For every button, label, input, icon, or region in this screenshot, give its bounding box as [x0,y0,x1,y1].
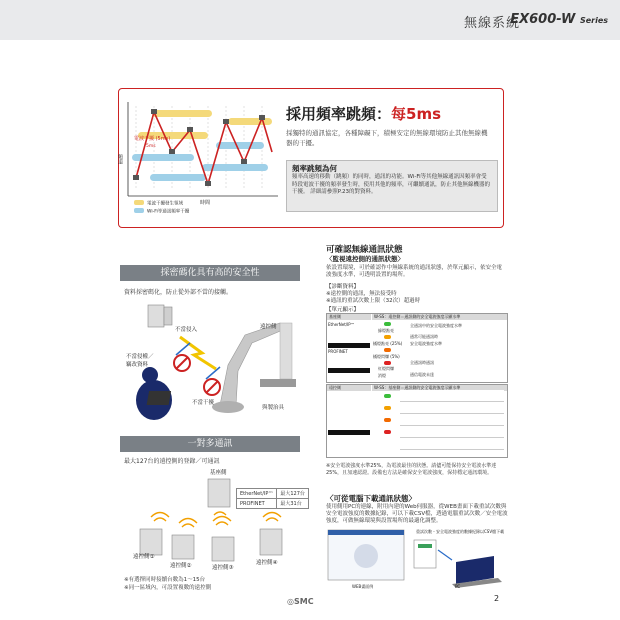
proto-profinet: PROFINET [328,349,348,354]
chart-badge-5ms: 5ms [146,144,156,149]
lvl-orange: 橘燈閃爍 (5%) [373,354,400,359]
remote-1-label: 遠控側① [133,554,155,560]
multi-text: 最大127台的遠控側的登錄／可通訊 [124,458,220,465]
desc-3: 安全電波強度水準 [410,341,442,346]
confirm-text: 依設置環境，可於確認作中無線系統的通訊狀態，於單元顯示，依安全電波強度水準，可透明設置的場所。 [326,265,503,278]
proto-ethernet: EtherNet/IP™ [328,322,355,327]
hop-title-text: 採用頻率跳頻： [286,105,392,123]
download-text: 使用側用PC的連線，附用內建的Web伺服器，從WEB畫面下載重試次數與安全電波強度的數據紀錄，可以下載CSV檔，透過電腦重試次數／安全電波強度，可做無線環境與設置場所的最適化調整。 [326,504,508,524]
led-yellow [384,335,391,339]
lvl-yellow: 橘燈點亮 (25%) [373,341,403,346]
count-cell: 最大31台 [277,499,309,509]
status-bar-3 [328,430,370,435]
led-orange [384,348,391,352]
led-red [384,361,391,365]
desc-1: 全通訊中的安全電波強度水準 [410,323,462,328]
brand-text: SMC [293,597,314,606]
label-remote: 遠控側 [260,324,277,330]
footnote-1: ※有選擇同時接續台數為1～15台 [124,577,206,583]
led-green-2 [384,394,391,398]
web-screen-label: WEB畫面例 [352,584,374,589]
table-1-head-right: W-SS：遠控側＝通訊側的安全電波強度示顯水準 [372,314,507,320]
remote-table-rows [400,390,504,452]
display-title: 【單元顯示】 [326,307,360,313]
confirm-heading: 可確認無線通訊狀態 [326,245,403,255]
diag-item: ※通訊的重試次數上限（32次）超過時 [326,298,421,304]
confirm-subheading: 〈監視遠控側的通訊狀態〉 [326,255,404,263]
desc-5: 通信電波未達 [410,372,434,377]
diag-title: 【診斷資料】 [326,284,360,290]
hop-description: 採獨特的通訊協定，各種障礙下，積極安定的無線環境防止其他無線機器的干擾。 [286,129,488,147]
remote-4-label: 遠控側④ [256,560,278,566]
lvl-green: 綠燈點亮 [378,328,394,333]
remote-2-label: 遠控側② [170,563,192,569]
label-block: 不當干擾 [192,400,215,406]
hop-title-emph: 每5ms [391,105,442,123]
hop-title [286,103,441,124]
table-row [237,499,309,509]
header-model [510,12,608,27]
pc-label: PC [455,584,461,589]
header-title: 無線系統 [463,16,520,31]
hop-box-text: 頻率高速的移動（跳頻）的同時，通訊的功能。Wi-Fi等其他無線通訊因頻率會受時段電波干擾的頻率發生時，使用其他的頻率，可繼續通訊，防止其他無線機器的干擾。 詳細請參照P.23的對資料。 [292,174,491,195]
table-1-head-left: 基座側 [327,314,371,320]
diag-item: ※遠控側的通訊，無法接受時 [326,291,397,297]
lvl-red: 紅燈閃爍 [378,366,394,371]
proto-cell: PROFINET [237,499,277,509]
count-cell: 最大127台 [277,489,309,499]
page-number: 2 [494,594,500,603]
label-tamper: 不當侵權／ 竊改資料 [126,354,154,368]
encryption-heading: 採密碼化具有高的安全性 [120,265,300,281]
base-label: 基座側 [210,470,227,476]
signal-note: ※安全電波強度水準25%，為電波最佳的狀態。請儘可能保持安全電波水準達25%，且加速認證。設備也方法是確保安全電波強度，保持穩定通訊環境。 [326,463,497,476]
led-orange-2 [384,418,391,422]
download-heading: 〈可從電腦下載通訊狀態〉 [326,494,416,503]
footnote-2: ※同一區域內，可設置複數的遠控側 [124,585,212,591]
desc-4: 全通訊時通訊 [410,360,434,365]
table-row [237,489,309,499]
multi-heading: 一對多通訊 [120,436,300,452]
label-unauthorized: 不當侵入 [175,327,198,333]
remote-3-label: 遠控側③ [212,565,234,571]
legend-2: Wi-Fi等通訊頻率干擾 [147,209,190,215]
hop-box-title: 頻率跳頻為何 [292,164,337,173]
led-red-2 [384,430,391,434]
lvl-off: 消燈 [378,373,386,378]
model-name: EX600-W [510,12,576,27]
status-bar-1 [328,343,370,348]
encryption-text: 資料採密碼化，防止從外部不當的接觸。 [124,289,233,296]
download-callout: 重試次數・安全電波強度的數據紀錄以CSV檔下載 [416,529,505,534]
led-yellow-2 [384,406,391,410]
led-green [384,322,391,326]
smc-logo [287,597,314,606]
download-illustration [326,526,508,592]
series-label: Series [579,16,608,25]
chart-xlabel: 時間 [200,200,211,206]
chart-ylabel: 頻道 [117,154,123,164]
proto-cell: EtherNet/IP™ [237,489,277,499]
frequency-hop-chart [117,92,285,224]
chart-badge: 電波干擾 (5ms) [134,136,171,142]
label-tool: 與製治具 [262,405,285,411]
status-bar-2 [328,368,370,373]
table-2-head-left: 遠控側 [327,385,371,391]
device-count-table [236,488,309,509]
table-2-head-right: W-SS：基座側＝通訊側的安全電波強度示顯水準 [372,385,507,391]
legend-1: 電波干擾發生領域 [147,201,183,207]
multi-footnote [124,576,211,592]
smc-icon: ◎ [287,597,294,606]
desc-2: 通常可能通訊時 [410,334,438,339]
diag-list [326,291,501,305]
